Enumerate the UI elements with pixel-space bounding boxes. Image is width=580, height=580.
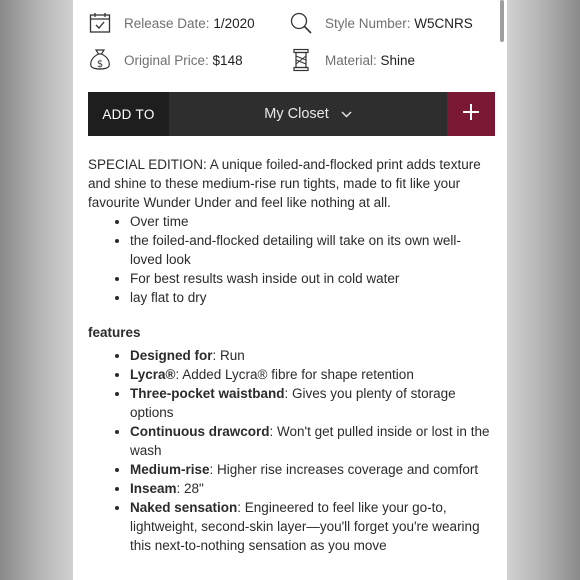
closet-dropdown[interactable] (169, 92, 447, 136)
meta-row-2 (73, 47, 507, 73)
add-to-closet-button[interactable] (447, 92, 495, 136)
feature-name: Continuous drawcord (130, 424, 270, 439)
chevron-down-icon (341, 111, 352, 118)
closet-dropdown-label: My Closet (264, 106, 329, 122)
feature-name: Lycra® (130, 367, 176, 382)
material (289, 47, 415, 73)
style-number-label: Style Number: (325, 15, 411, 31)
feature-text: : Run (212, 348, 245, 363)
search-icon (289, 11, 313, 35)
feature-name: Medium-rise (130, 462, 210, 477)
release-date-value: 1/2020 (213, 15, 255, 31)
listing-panel (73, 0, 507, 580)
feature-name: Designed for (130, 348, 213, 363)
add-to-closet-bar (88, 92, 495, 136)
thread-spool-icon (289, 48, 313, 72)
list-item (130, 422, 493, 460)
original-price-label: Original Price: (124, 52, 209, 68)
feature-name: Naked sensation (130, 500, 238, 515)
list-item: • lay flat to dry (130, 288, 493, 307)
style-number-value: W5CNRS (414, 15, 473, 31)
features-heading: features (88, 325, 141, 340)
list-item (130, 365, 493, 384)
description-intro: SPECIAL EDITION: A unique foiled-and-flocked print adds texture and shine to these medium-rise run tights, made to fit like your favourite Wunder Under and feel like nothing at all. (88, 157, 481, 210)
feature-text: : Gives you plenty of storage options (130, 386, 456, 420)
list-item: • the foiled-and-flocked detailing will take on its own well-loved look (130, 231, 493, 269)
add-to-label: ADD TO (88, 92, 169, 136)
list-item (130, 460, 493, 479)
feature-text: : Higher rise increases coverage and comfort (209, 462, 479, 477)
list-item (130, 346, 493, 365)
feature-name: Three-pocket waistband (130, 386, 285, 401)
original-price-value: $148 (212, 52, 243, 68)
material-value: Shine (380, 52, 416, 68)
money-bag-icon (88, 48, 112, 72)
svg-text:$: $ (96, 59, 104, 70)
care-list (88, 212, 493, 307)
list-item (130, 384, 493, 422)
calendar-icon (88, 11, 112, 35)
material-label: Material: (325, 52, 377, 68)
meta-row-1 (73, 10, 507, 36)
original-price (88, 47, 243, 73)
list-item: • Over time (130, 212, 493, 231)
list-item (130, 479, 493, 498)
scrollbar[interactable] (500, 0, 504, 42)
list-item (130, 498, 493, 555)
features-list (88, 346, 493, 555)
feature-name: Inseam (130, 481, 177, 496)
feature-text: : Engineered to feel like your go-to, lightweight, second-skin layer—you'll forget you're wearing this next-to-nothing sensation as you move (130, 500, 480, 553)
feature-text: : Added Lycra® fibre for shape retention (175, 367, 414, 382)
feature-text: : Won't get pulled inside or lost in the wash (130, 424, 490, 458)
product-description (88, 155, 493, 555)
plus-icon (462, 103, 480, 126)
feature-text: : 28" (176, 481, 204, 496)
list-item: • For best results wash inside out in cold water (130, 269, 493, 288)
release-date (88, 10, 255, 36)
style-number (289, 10, 473, 36)
release-date-label: Release Date: (124, 15, 210, 31)
